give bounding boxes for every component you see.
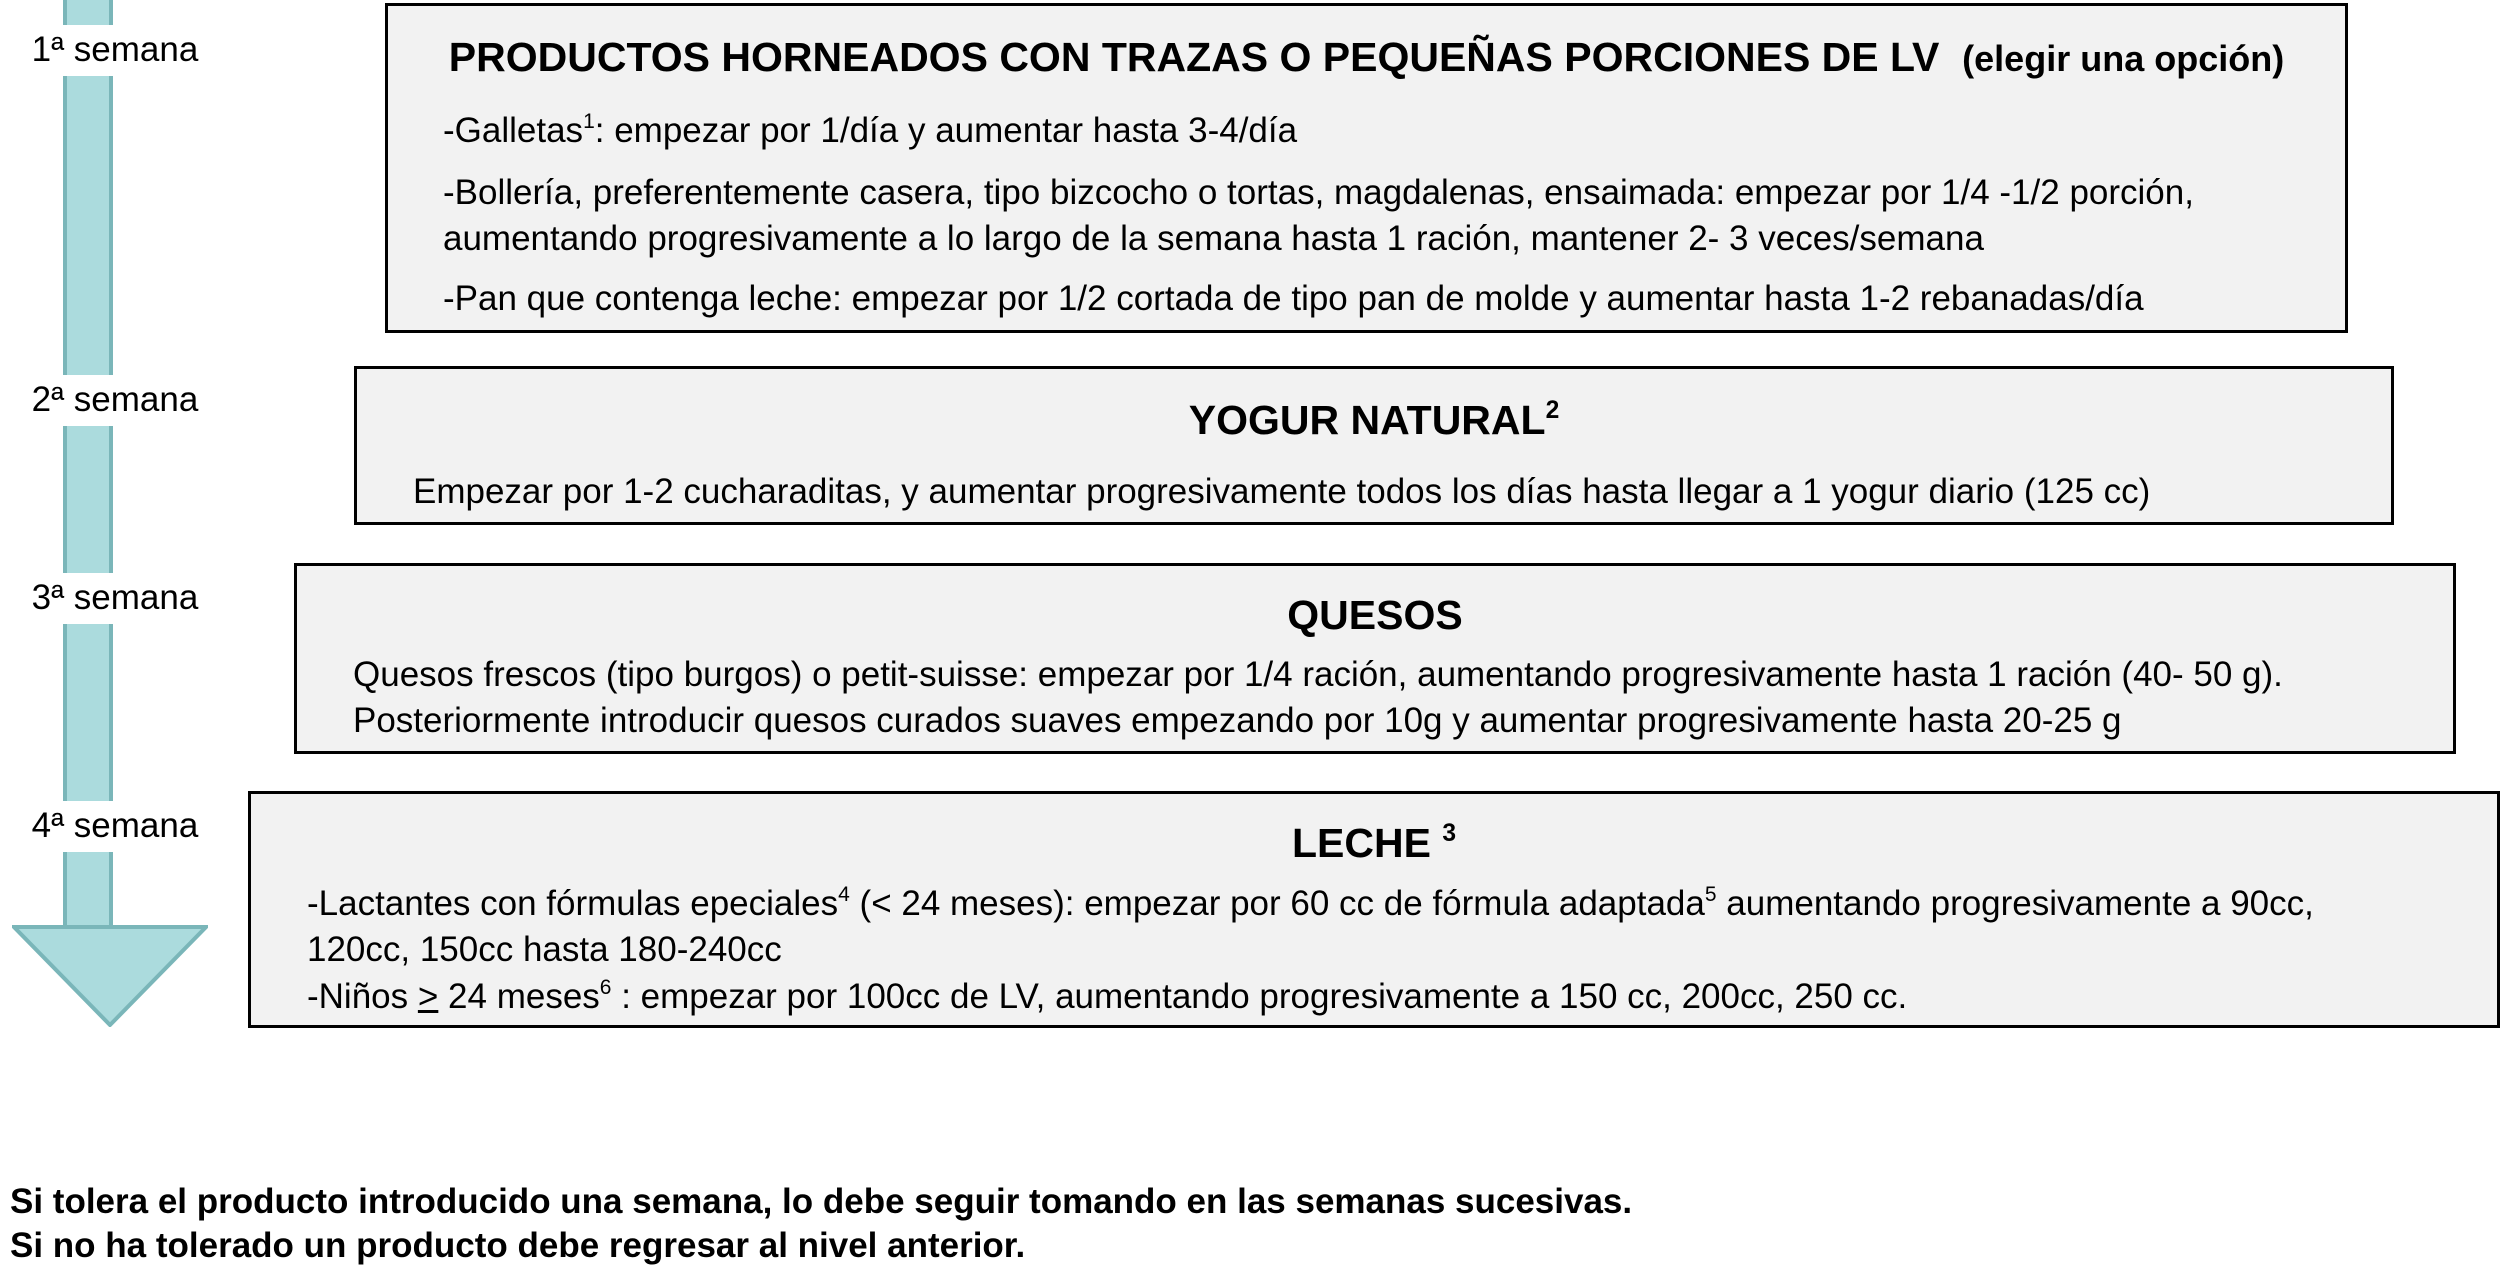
footer-note-1: Si tolera el producto introducido una semana, lo debe seguir tomando en las semanas sucesivas. xyxy=(10,1182,1633,1221)
week1-pan: -Pan que contenga leche: empezar por 1/2 cortada de tipo pan de molde y aumentar hasta 1-2 rebanadas/día xyxy=(443,279,2144,318)
week-label-3: 3ª semana xyxy=(0,573,230,624)
week3-text: Quesos frescos (tipo burgos) o petit-suisse: empezar por 1/4 ración, aumentando progresivamente hasta 1 ración (40- 50 g). Posteriormente introducir quesos curados suaves empezando por 10g y aumentar progresivamente hasta 20-25 g xyxy=(353,655,2283,740)
week2-title: YOGUR NATURAL$^2$ xyxy=(1188,397,1560,443)
week-label-2: 2ª semana xyxy=(0,375,230,426)
footer-note-2: Si no ha tolerado un producto debe regresar al nivel anterior. xyxy=(10,1226,1026,1265)
week1-subtitle: (elegir una opción) xyxy=(1962,38,2285,79)
week1-galletas: -Galletas$^1$: empezar por 1/día y aumentar hasta 3-4/día xyxy=(443,110,1298,150)
week4-title: LECHE $^3$ xyxy=(1291,820,1457,866)
week4-ninos: -Niños > 24 meses$^6$ : empezar por 100cc de LV, aumentando progresivamente a 150 cc, 200cc, 250 cc. xyxy=(307,976,1908,1016)
week2-text: Empezar por 1-2 cucharaditas, y aumentar progresivamente todos los días hasta llegar a 1 yogur diario (125 cc) xyxy=(413,472,2151,511)
week1-box xyxy=(385,3,2348,333)
week4-lactantes: -Lactantes con fórmulas epeciales$^4$ (< 24 meses): empezar por 60 cc de fórmula adaptada$^5$ aumentando progresivamente a 90cc, 120cc, 150cc hasta 180-240cc xyxy=(307,883,2314,969)
week1-bolleria: -Bollería, preferentemente casera, tipo bizcocho o tortas, magdalenas, ensaimada: empezar por 1/4 -1/2 porción, aumentando progresivamente a lo largo de la semana hasta 1 ración, mantener 2- 3 veces/semana xyxy=(443,173,2194,258)
week-label-1: 1ª semana xyxy=(0,25,230,76)
week-label-4: 4ª semana xyxy=(0,801,230,852)
week3-box xyxy=(294,563,2456,754)
progression-arrow-shaft xyxy=(63,0,113,935)
week3-title: QUESOS xyxy=(1287,592,1463,638)
week2-box xyxy=(354,366,2394,525)
progression-arrow-head xyxy=(12,925,208,1027)
week1-title: PRODUCTOS HORNEADOS CON TRAZAS O PEQUEÑAS PORCIONES DE LV (elegir una opción) xyxy=(448,34,2285,80)
week4-box xyxy=(248,791,2500,1028)
